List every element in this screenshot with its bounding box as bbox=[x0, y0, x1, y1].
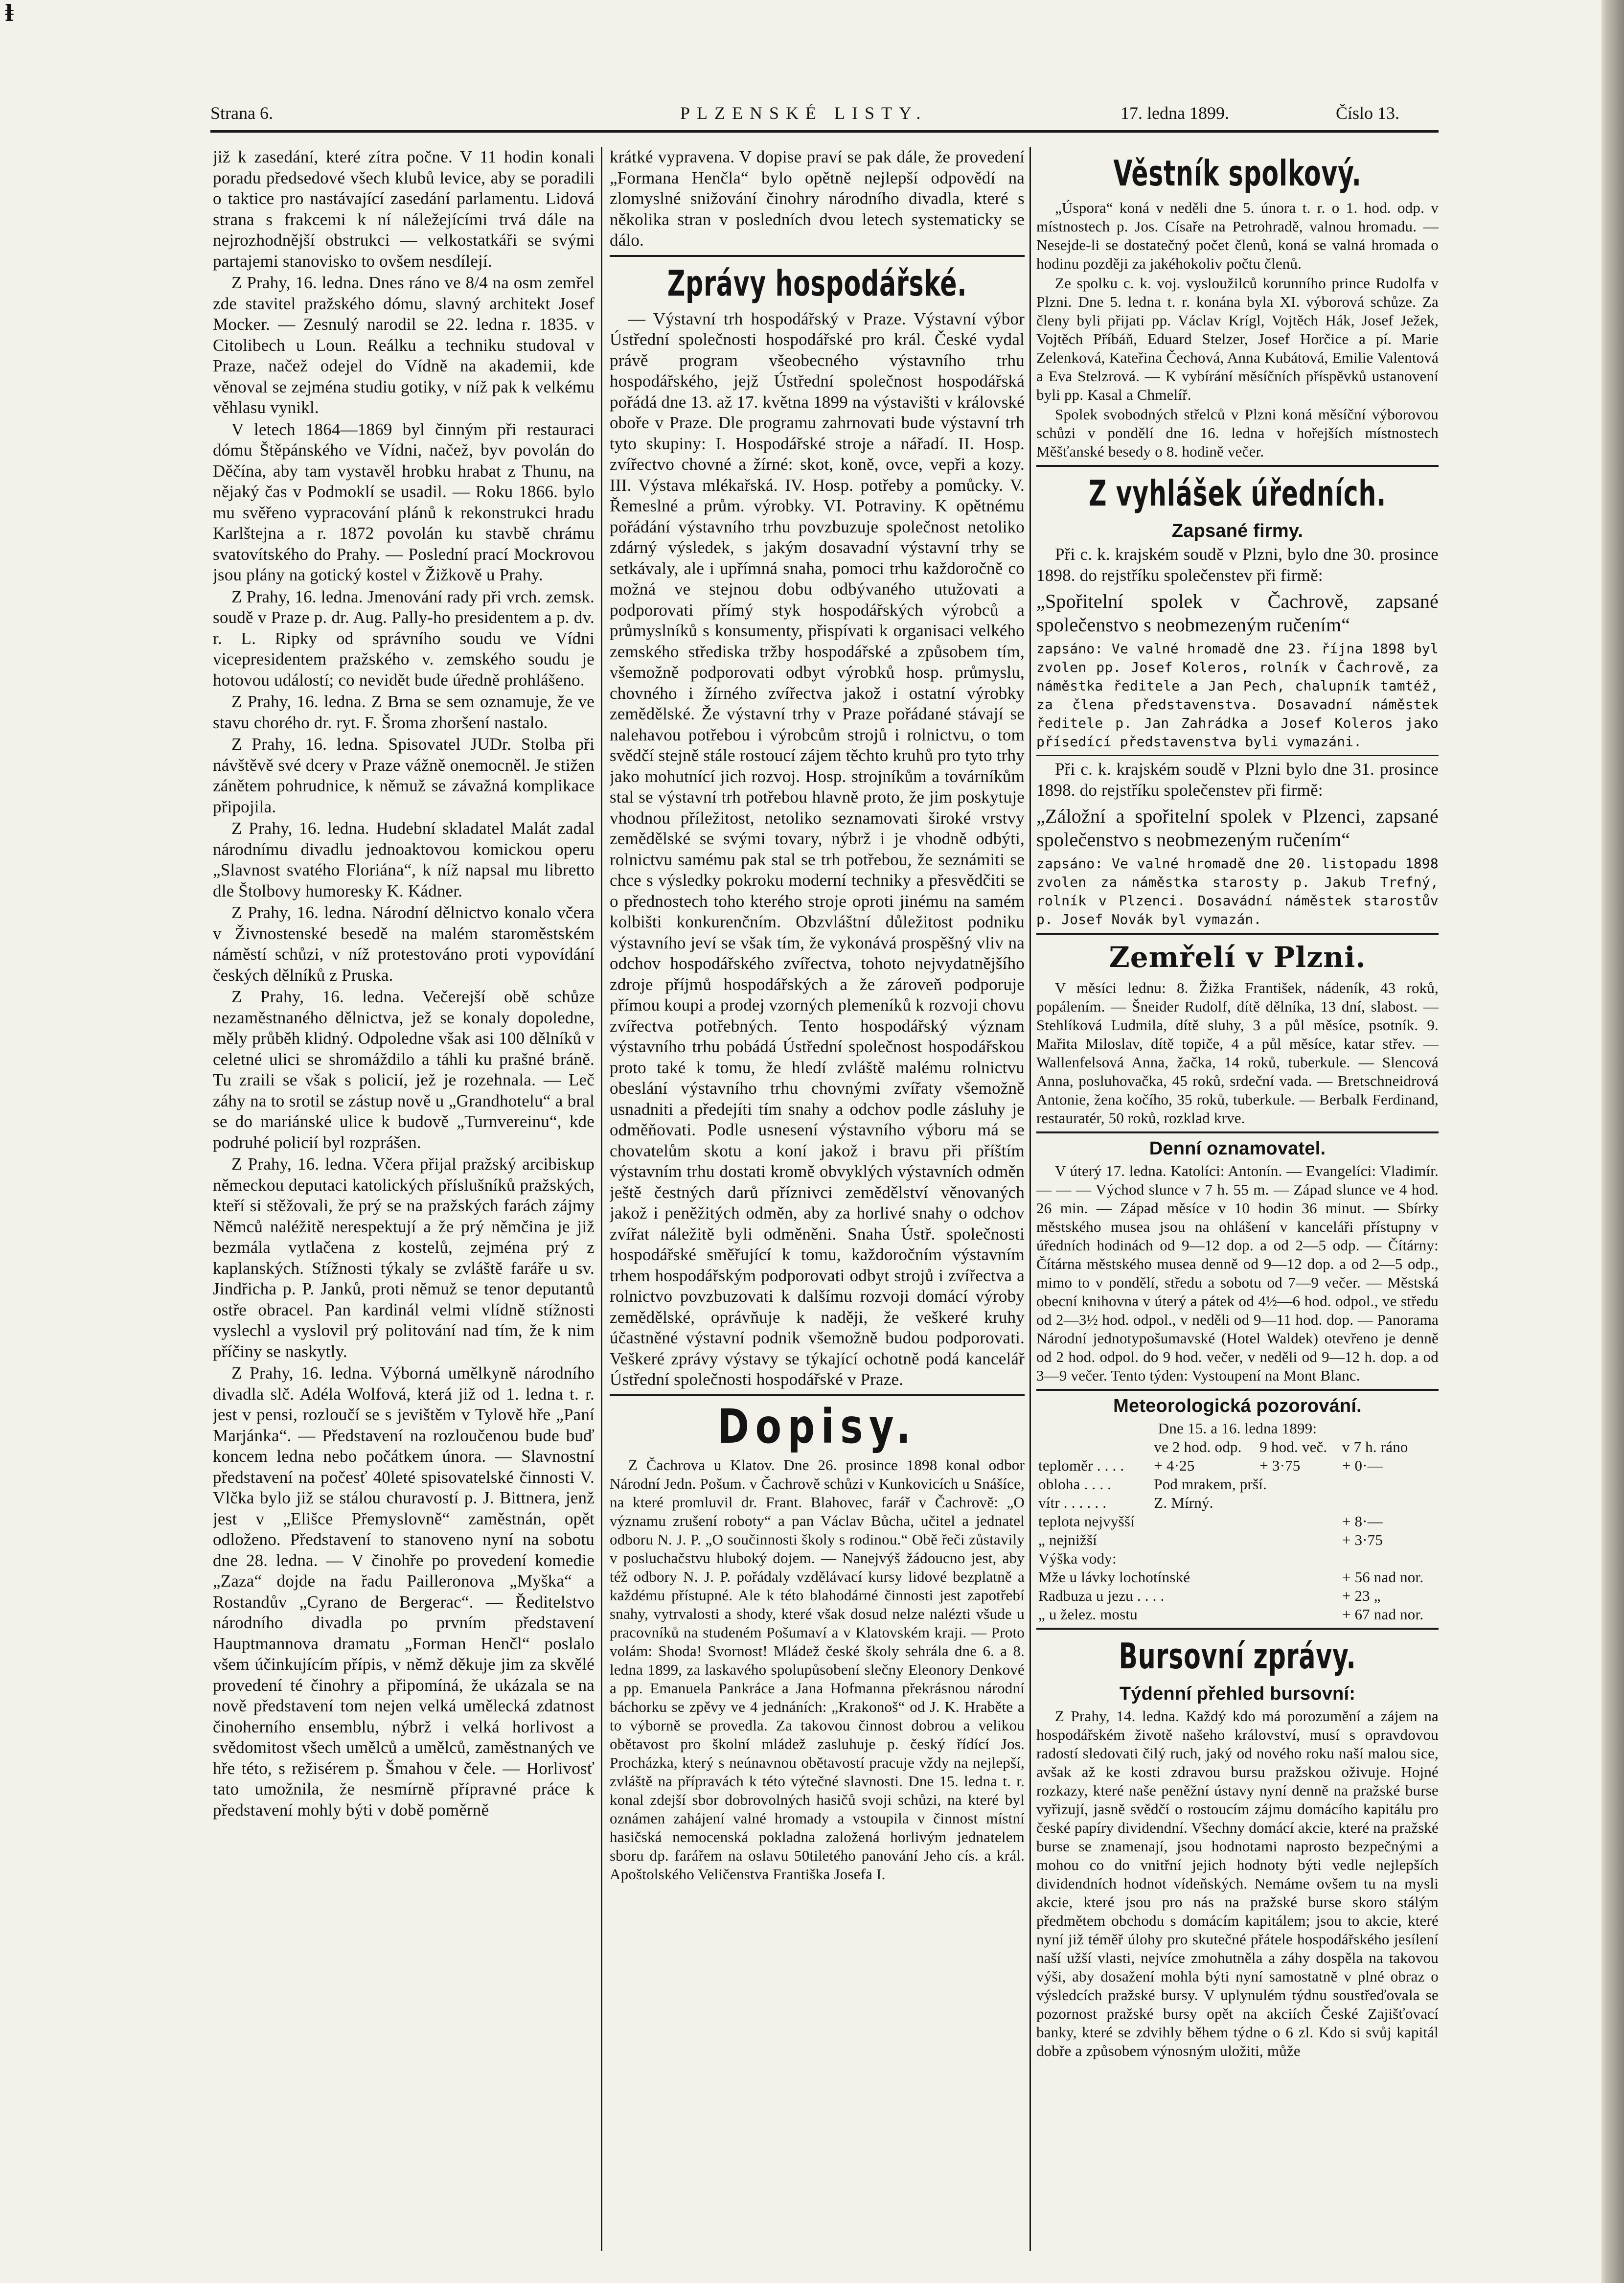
section-rule bbox=[610, 255, 1025, 257]
meteo-cell: Z. Mírný. bbox=[1154, 1494, 1213, 1511]
meteo-cell: obloha . . . . bbox=[1038, 1476, 1112, 1493]
news-paragraph: Z Prahy, 16. ledna. Večerejší obě schůze nezaměstnaného dělnictva, jež se konaly dopoledne, měly průběh klidný. Odpoledne však asi 100 dělníků v celetné ulici se shromáždilo a táhli ku prašné bráně. Tu zraili se však s policií, jež je rozehnala. — Leč záhy na to srotil se zástup nově u „Grandhotelu“ a bral se do mariánské ulice k budově „Turnvereinu“, kde podruhé policií byl rozprášen. bbox=[213, 987, 595, 1152]
page-edge-inner bbox=[1601, 0, 1604, 2283]
column-middle bbox=[610, 147, 1025, 2251]
section-title-economy: Zprávy hospodářské. bbox=[667, 262, 967, 304]
meteo-cell: + 56 nad nor. bbox=[1342, 1568, 1424, 1586]
section-rule bbox=[1036, 1628, 1439, 1630]
meteo-row bbox=[1036, 1531, 1439, 1549]
section-title-letters: Dopisy. bbox=[717, 1399, 917, 1454]
section-rule bbox=[1036, 465, 1439, 467]
meteo-cell: teploměr . . . . bbox=[1038, 1457, 1124, 1474]
news-paragraph: Z Prahy, 16. ledna. Dnes ráno ve 8/4 na osm zemřel zde stavitel pražského dómu, slavný architekt Josef Mocker. — Zesnulý narodil se 22. ledna r. 1835. v Citolibech u Loun. Reálku a techniku studoval v Praze, načež odejel do Vídně na akademii, kde věnoval se zejména studiu gotiky, v níž pak k velkému věhlasu vynikl. bbox=[213, 273, 595, 417]
firm-text: zapsáno: Ve valné hromadě dne 20. listopadu 1898 zvolen za náměstka starosty p. Jakub Trefný, rolník v Plzenci. Dosavádní náměstek starostův p. Josef Novák byl vymazán. bbox=[1036, 855, 1439, 927]
firm-text: zapsáno: Ve valné hromadě dne 23. října 1898 byl zvolen pp. Josef Koleros, rolník v Čachrově, za náměstka ředitele a Jan Pech, chalupník tamtéž, za člena představenstva. Dosavadní náměstek ředitele p. Jan Zahrádka a Josef Koleros jako přísedící představenstva byli vymazáni. bbox=[1036, 641, 1439, 750]
news-paragraph: Z Prahy, 16. ledna. Jmenování rady při vrch. zemsk. soudě v Praze p. dr. Aug. Pally-ho presidentem a p. dv. r. L. Ripky od správního soudu ve Vídni vicepresidentem pražského v. zemského soudu je hotovou událostí; co nevidět bude úředně prohlášeno. bbox=[213, 587, 595, 690]
deaths-list: V měsíci lednu: 8. Žižka František, nádeník, 43 roků, popálením. — Šneider Rudolf, dítě dělníka, 13 dní, slabost. — Stehlíková Ludmila, dítě sluhy, 3 a půl měsíce, psotník. 9. Mařita Miloslav, dítě topiče, 4 a půl měsíce, katar střev. — Wallenfelsová Anna, žačka, 14 roků, tuberkule. — Slencová Anna, posluhovačka, 45 roků, srdeční vada. — Bretschneidrová Antonie, žena kočího, 35 roků, tuberkule. — Berbalk Ferdinand, restauratér, 50 roků, rozklad krve. bbox=[1036, 979, 1439, 1127]
meteo-row bbox=[1036, 1512, 1439, 1531]
meteo-row bbox=[1036, 1494, 1439, 1512]
news-paragraph: Z Prahy, 16. ledna. Hudební skladatel Malát zadal národnímu divadlu jednoaktovou komickou operu „Slavnost svatého Floriána“, k níž napsal mu libretto dle Štolbovy humoresky K. Kádner. bbox=[213, 819, 595, 900]
issue-date: 17. ledna 1899. bbox=[1121, 103, 1229, 123]
meteo-cell: ve 2 hod. odp. bbox=[1154, 1438, 1242, 1455]
firm-intro: Při c. k. krajském soudě v Plzni bylo dne 31. prosince 1898. do rejstříku společenstev při firmě: bbox=[1036, 760, 1439, 800]
news-paragraph: Z Prahy, 16. ledna. Včera přijal pražský arcibiskup německou deputaci katolických příslušníků pražských, kteří si stěžovali, že prý se na pražských farách zájmy Němců naléžitě nerespektují a že prý němčina je již bezmála vytlačena z kostelů, zejména prý z kaplanských. Stížnosti týkaly se zvláště faráře u sv. Jindřicha p. P. Janků, proti němuž se tenor deputantů ostře obracel. Pan kardinál velmi vlídně stížnosti vyslechl a vyslovil prý politování nad tím, že k nim příčiny se naskytly. bbox=[213, 1154, 595, 1361]
meteo-cell: Radbuza u jezu . . . . bbox=[1038, 1587, 1165, 1604]
section-title-deaths: Zemřelí v Plzni. bbox=[1109, 941, 1366, 974]
section-title-bourse: Bursovní zprávy. bbox=[1119, 1636, 1356, 1677]
meteo-row bbox=[1036, 1456, 1439, 1475]
meteo-cell: + 3·75 bbox=[1342, 1531, 1383, 1548]
meteo-row bbox=[1036, 1568, 1439, 1587]
subsection-title-bourse: Týdenní přehled bursovní: bbox=[1119, 1683, 1356, 1704]
news-paragraph: Z Prahy, 16. ledna. Národní dělnictvo konalo včera v Živnostenské besedě na malém staroměstském náměstí schůzi, v níž protestováno proti vypovídání českých dělníků z Pruska. bbox=[213, 903, 595, 985]
section-rule bbox=[1036, 1389, 1439, 1391]
meteo-cell: + 0·— bbox=[1342, 1457, 1383, 1474]
meteo-row bbox=[1036, 1549, 1439, 1568]
news-paragraph: již k zasedání, které zítra počne. V 11 hodin konali poradu předsedové všech klubů levice, aby se poradili o taktice pro nastávající zasedání parlamentu. Lidová strana s frakcemi k ní náležejícími trvá dále na nejrozhodnější obstrukci — velkostatkáři se svými partajemi stanovisko to ovšem nesdílejí. bbox=[213, 147, 595, 271]
page-number: Strana 6. bbox=[210, 103, 273, 123]
association-notice: „Úspora“ koná v neděli dne 5. února t. r. o 1. hod. odp. v místnostech p. Jos. Císaře na Petrohradě, valnou hromadu. — Nesejde-li se dostatečný počet členů, koná se valná hromada o hodinu později za jakéhokoliv počtu členů. bbox=[1036, 199, 1439, 272]
meteo-cell: + 23 „ bbox=[1342, 1587, 1381, 1604]
firm-name: „Záložní a spořitelní spolek v Plzenci, zapsané společenstvo s neobmezeným ručením“ bbox=[1036, 805, 1439, 851]
meteo-dates: Dne 15. a 16. ledna 1899: bbox=[1158, 1420, 1317, 1437]
section-title-official: Z vyhlášek úředních. bbox=[1088, 473, 1387, 514]
section-rule bbox=[610, 1394, 1025, 1396]
economy-article: — Výstavní trh hospodářský v Praze. Výstavní výbor Ústřední společnosti hospodářské pro král. České vydal právě program všeobecného výstavního trhu hospodářského, jejž Ústřední společnost hospodářská pořádá dne 13. až 17. května 1899 na výstavišti v královské oboře v Praze. Dle programu zahrnovati bude výstavní trh tyto skupiny: I. Hospodářské stroje a nářadí. II. Hosp. zvířectvo chovné a žírné: skot, koně, ovce, vepři a kozy. III. Výstava mlékařská. IV. Hosp. potřeby a pomůcky. V. Řemeslné a prům. výrobky. VI. Potraviny. K opětnému pořádání výstavního trhu povzbuzuje společnost netoliko zdárný výsledek, s jakým dosavadní výstavní trhy se setkávaly, ale i upřímná snaha, pomoci trhu každoročně co možná ve stejnou dobu odbývaného utužovati a podporovati přímý styk hospodářských výrobců a průmyslníků s konsumenty, přispívati k organisaci velkého zemského střediska tržby hospodářské a způsobem tím, všemožně podporovati odbyt výrobků hosp. průmyslu, chovného i žírného zvířectva jakož i ostatní výrobky zemědělské. Že výstavní trhy v Praze pořádané stávají se nalehavou potřebou i výrobcům strojů i rolnictvu, o tom svědčí stejně stále rostoucí zájem těchto kruhů pro tyto trhy jako mohutnící jich rozvoj. Hosp. strojníkům a továrníkům stal se výstavní trh potřebou hlavně proto, že jim poskytuje vhodnou příležitost, netoliko seznamovati široké vrstvy zemědělské se svými tovary, nýbrž i je vhodně odbýti, rolnictvu samému pak stal se trh potřebou, že seznámiti se chce s výsledky pokroku moderní techniky a přesvědčiti se o přednostech toho kterého stroje oproti jinému na samém kolbišti konkurenčním. Obzvláštní důležitost podniku výstavního jeví se však tím, že vykonává prospěšný vliv na odchov hospodářského zvířectva, tohoto nejvydatnějšího zdroje příjmů hospodářských a že zároveň podporuje přímou koupi a prodej vzorných plemeníků k rozvoji chovu zvířectva potřebných. Tento hospodářský význam výstavního trhu pobádá Ústřední společnost hospodářskou proto také k tomu, že hledí zvláště malému rolnictvu obeslání výstavního trhu chovnými zvířaty všemožně usnadniti a předejíti tím snahy a odchov podle zásluhy je odměňovati. Podle usnesení výstavního výboru má se chovatelům skotu a koní jakož i bravu při příštím výstavním trhu dostati kromě obvyklých výstavních odměn ještě čestných darů příznivci zemědělství věnovaných jakož i peněžitých odměn, aby za horlivé snahy o odchov zvířat náležitě byli odměněni. Snaha Ústř. společnosti hospodářské směřující k tomu, každoročním výstavním trhem hospodářským podporovati odbyt strojů i zvířectva a rolnictvo povzbuzovati k dalšímu rozvoji domácí výroby zemědělské, oprávňuje k naději, že veškeré kruhy účastněné výstavní podnik všemožně budou podporovati. Veškeré zprávy výstavy se týkající ochotně podá kancelář Ústřední společnosti hospodářské v Praze. bbox=[610, 309, 1025, 1389]
firm-name: „Spořitelní spolek v Čachrově, zapsané společenstvo s neobmezeným ručením“ bbox=[1036, 590, 1439, 636]
section-rule bbox=[1036, 1131, 1439, 1133]
newspaper-title: PLZENSKÉ LISTY. bbox=[680, 103, 928, 123]
daily-notice: V úterý 17. ledna. Katolíci: Antonín. — Evangelíci: Vladimír. — — — Východ slunce v 7 h. 55 m. — Západ slunce ve 4 hod. 26 min. — Západ měsíce v 10 hodin 36 minut. — Sbírky městského musea jsou na ohlášení v kanceláři přístupny v úředních hodinách od 9—12 dop. a od 2—5 odp. — Čítárny: Čítárna městského musea denně od 9—12 dop. a od 2—5 odp., mimo to v pondělí, středu a sobotu od 7—9 večer. — Městská obecní knihovna v úterý a pátek od 4½—6 hod. odpol., ve středu od 2—3½ hod. odpol., v neděli od 9—11 hod. dop. — Panorama Národní jednotypošumavské (Hotel Waldek) otevřeno je denně od 2 hod. odpol. do 9 hod. večer, v neděli od 9—12 h. dop. a od 3—9 večer. Tento týden: Vystoupení na Mont Blanc. bbox=[1036, 1162, 1439, 1384]
issue-number: Číslo 13. bbox=[1336, 103, 1400, 123]
meteo-cell: 9 hod. več. bbox=[1259, 1438, 1327, 1455]
column-right bbox=[1036, 147, 1439, 2251]
column-divider-1 bbox=[601, 147, 602, 2251]
meteo-cell: + 8·— bbox=[1342, 1513, 1383, 1530]
page-edge bbox=[1604, 0, 1624, 2283]
subsection-title-firms: Zapsané firmy. bbox=[1171, 521, 1304, 541]
meteo-table bbox=[1036, 1419, 1439, 1624]
news-paragraph: Z Prahy, 16. ledna. Výborná umělkyně národního divadla slč. Adéla Wolfová, která již od 1. ledna t. r. jest v pensi, rozloučí se s jevištěm v Tylově hře „Paní Marjánka“. — Představení na rozloučenou bude buď koncem ledna nebo počátkem února. — Slavnostní představení na počesť 40leté spisovatelské činnosti V. Vlčka bylo již se stálou churavostí p. J. Bittnera, jenž jest v „Elišce Přemyslovně“ zaměstnán, opět odloženo. Představení to stanoveno nyní na sobotu dne 28. ledna. — V činohře po provedení komedie „Zaza“ dojde na řadu Pailleronova „Myška“ a Rostandův „Cyrano de Bergerac“. — Ředitelstvo národního divadla po prvním představení Hauptmannova dramatu „Forman Henčl“ poslalo všem účinkujícím přípis, v němž děkuje jim za skvělé provedení té činohry a připomíná, že ukázala se na nově představení tom nejen velká umělecká zdatnost činoherního ensemblu, nýbrž i velká horlivost a svědomitost všech umělců a umělců, zaměstnaných ve hře této, s režisérem p. Šmahou v čele. — Horlivosť tato umožnila, že nesmírně přípravné práce k představení mohly býti v době poměrně bbox=[213, 1363, 595, 1820]
meteo-cell: + 67 nad nor. bbox=[1342, 1606, 1424, 1623]
news-paragraph: Z Prahy, 16. ledna. Z Brna se sem oznamuje, že ve stavu chorého dr. ryt. F. Šroma zhoršení nastalo. bbox=[213, 692, 595, 732]
letters-article: Z Čachrova u Klatov. Dne 26. prosince 1898 konal odbor Národní Jedn. Pošum. v Čachrově schůzi v Kunkovicích u Snášíce, na které promluvil dr. Frant. Blahovec, farář v Čachrově: „O významu zrušení roboty“ a pan Václav Bůcha, učitel a jednatel odboru N. J. P. „O součinnosti školy s rodinou.“ Obě řeči zůstavily v posluchačstvu hluboký dojem. — Nanejvýš žádoucno jest, aby též odbory N. J. P. pořádaly vzdělávací kursy lidové bezplatně a každému přístupné. Ale k této blahodárné činnosti jest zapotřebí snahy, vytrvalosti a shody, které však dosud nelze nalézti všude u pracovníků na studeném Pošumaví a v Klatovském kraji. — Proto volám: Shoda! Svornost! Mládež české školy sehrála dne 6. a 8. ledna 1899, za laskavého spolupůsobení slečny Eleonory Denkové a pp. Emanuela Pankráce a Jana Hofmanna překrásnou národní báchorku se zpěvy ve 4 jednáních: „Krakonoš“ od J. K. Hraběte a to výborně se provedla. Za takovou činnost dobrou a velikou obětavost pro školní mládež zasluhuje p. český řídící Jos. Procházka, který s neúnavnou obětavostí pracuje vždy na nejlepší, zvláště na přípravách k této výtečné slavnosti. Dne 15. ledna t. r. konal zdejší sbor dobrovolných hasičů svoji schůzi, na které byl oznámen zahájení valné hromady a vstoupila v činnost místní hasičská nemocenská pokladna založená horlivým jednatelem sboru dp. farářem na oslavu 50tiletého panování Jeho cís. a král. Apoštolského Veličenstva Františka Josefa I. bbox=[610, 1456, 1025, 1883]
meteo-header-row bbox=[1036, 1438, 1439, 1456]
news-paragraph: V letech 1864—1869 byl činným při restauraci dómu Štěpánského ve Vídni, načež, byv povolán do Děčína, aby tam vystavěl hrobku hrabat z Thunu, na nějaký čas v Podmoklí se usadil. — Roku 1866. bylo mu svěřeno vypracování plánů k rekonstrukci hradu Karlštejna a r. 1872 povolán ku stavbě chrámu svatovítského do Prahy. — Poslední prací Mockrovou jsou plány na gotický kostel v Žižkově u Prahy. bbox=[213, 419, 595, 584]
meteo-cell: + 3·75 bbox=[1259, 1457, 1301, 1474]
bourse-article: Z Prahy, 14. ledna. Každý kdo má porozumění a zájem na hospodářském životě našeho království, musí s opravdovou radostí sledovati čilý ruch, jaký od nového roku naší malou sice, avšak až ke kosti zdravou bursu pražskou oživuje. Hojné rozkazy, které naše peněžní ústavy nyní denně na pražské burse vyřizují, jasně svědčí o rostoucím zájmu domácího kapitálu pro české papíry dividendní. Všechny domácí akcie, které na pražské burse se znamenají, jsou hodnotami naprosto bezpečnými a mohou co do vnitřní jejich hodnoty býti vedle nejlepších dividendních hodnot vídeňských. Nemáme ovšem tu na mysli akcie, které jsou pro nás na pražské burse skoro stálým předmětem obchodu s domácím kapitálem; jsou to akcie, které nyní již téměř úlohy pro skutečné přátele hospodářského jesílení naší užší vlasti, nejvíce zmohutněla a záhy dospěla na takovou výši, aby dosažení mohla býti nyní samostatně v plné obraz o výsledcích pražské bursy. V uplynulém týdnu soustřeďovala se pozornost pražské bursy opět na akciích České Zajišťovací banky, které se zdvihly během týdne o 6 zl. Kdo si svůj kapitál dobře a způsobem výnosným uložiti, může bbox=[1036, 1707, 1439, 2059]
meteo-cell: „ u želez. mostu bbox=[1038, 1606, 1138, 1623]
section-rule bbox=[1036, 755, 1439, 756]
news-paragraph: krátké vypravena. V dopise praví se pak dále, že provedení „Formana Henčla“ bylo opětně nejlepší odpovědí na zlomyslné snižování činohry národního divadla, které s několika stran v posledních dvou letech systematicky se dálo. bbox=[610, 147, 1025, 250]
page-header bbox=[210, 96, 1439, 130]
meteo-cell: v 7 h. ráno bbox=[1342, 1438, 1408, 1455]
column-left bbox=[213, 147, 595, 2251]
section-title-daily: Denní oznamovatel. bbox=[1149, 1138, 1326, 1159]
firm-notice bbox=[1036, 805, 1439, 929]
association-notice: Ze spolku c. k. voj. vysloužilců korunního prince Rudolfa v Plzni. Dne 5. ledna t. r. konána byla XI. výborová schůze. Za členy byli přijati pp. Václav Krígl, Vojtěch Hák, Josef Ježek, Vojtěch Příbáň, Eduard Stelzer, Josef Horčice a pí. Marie Zelenková, Kateřina Čechová, Anna Kubátová, Emilie Valentová a Eva Stelzrová. — K vybírání měsíčních příspěvků ustanovení byli pp. Kasal a Chmelíř. bbox=[1036, 275, 1439, 403]
association-notice: Spolek svobodných střelců v Plzni koná měsíční výborovou schůzi v pondělí dne 16. ledna v hořejších místnostech Měšťanské besedy o 8. hodině večer. bbox=[1036, 406, 1439, 460]
meteo-cell: Mže u lávky lochotínské bbox=[1038, 1568, 1190, 1586]
meteo-cell: vítr . . . . . . bbox=[1038, 1494, 1107, 1511]
section-rule bbox=[1036, 933, 1439, 935]
news-paragraph: Z Prahy, 16. ledna. Spisovatel JUDr. Stolba při návštěvě své dcery v Praze vážně onemocněl. Je stižen zánětem pohrudnice, k němuž se závažná komplikace připojila. bbox=[213, 735, 595, 816]
column-divider-2 bbox=[1029, 147, 1031, 2251]
section-title-meteo: Meteorologická pozorování. bbox=[1113, 1396, 1362, 1416]
meteo-cell: Pod mrakem, prší. bbox=[1154, 1476, 1267, 1493]
meteo-cell bbox=[1036, 1438, 1152, 1456]
header-rule bbox=[210, 130, 1439, 133]
corner-mark: ⱡ bbox=[5, 0, 14, 26]
meteo-row bbox=[1036, 1587, 1439, 1605]
meteo-row bbox=[1036, 1605, 1439, 1624]
meteo-row bbox=[1036, 1475, 1439, 1494]
meteo-cell: + 4·25 bbox=[1154, 1457, 1195, 1474]
firm-intro: Při c. k. krajském soudě v Plzni, bylo dne 30. prosince 1898. do rejstříku společenstev při firmě: bbox=[1036, 545, 1439, 585]
meteo-cell: Výška vody: bbox=[1038, 1550, 1117, 1567]
firm-notice bbox=[1036, 590, 1439, 751]
section-title-associations: Věstník spolkový. bbox=[1113, 153, 1362, 194]
meteo-cell: „ nejnižší bbox=[1038, 1531, 1097, 1548]
meteo-cell: teplota nejvyšší bbox=[1038, 1513, 1135, 1530]
